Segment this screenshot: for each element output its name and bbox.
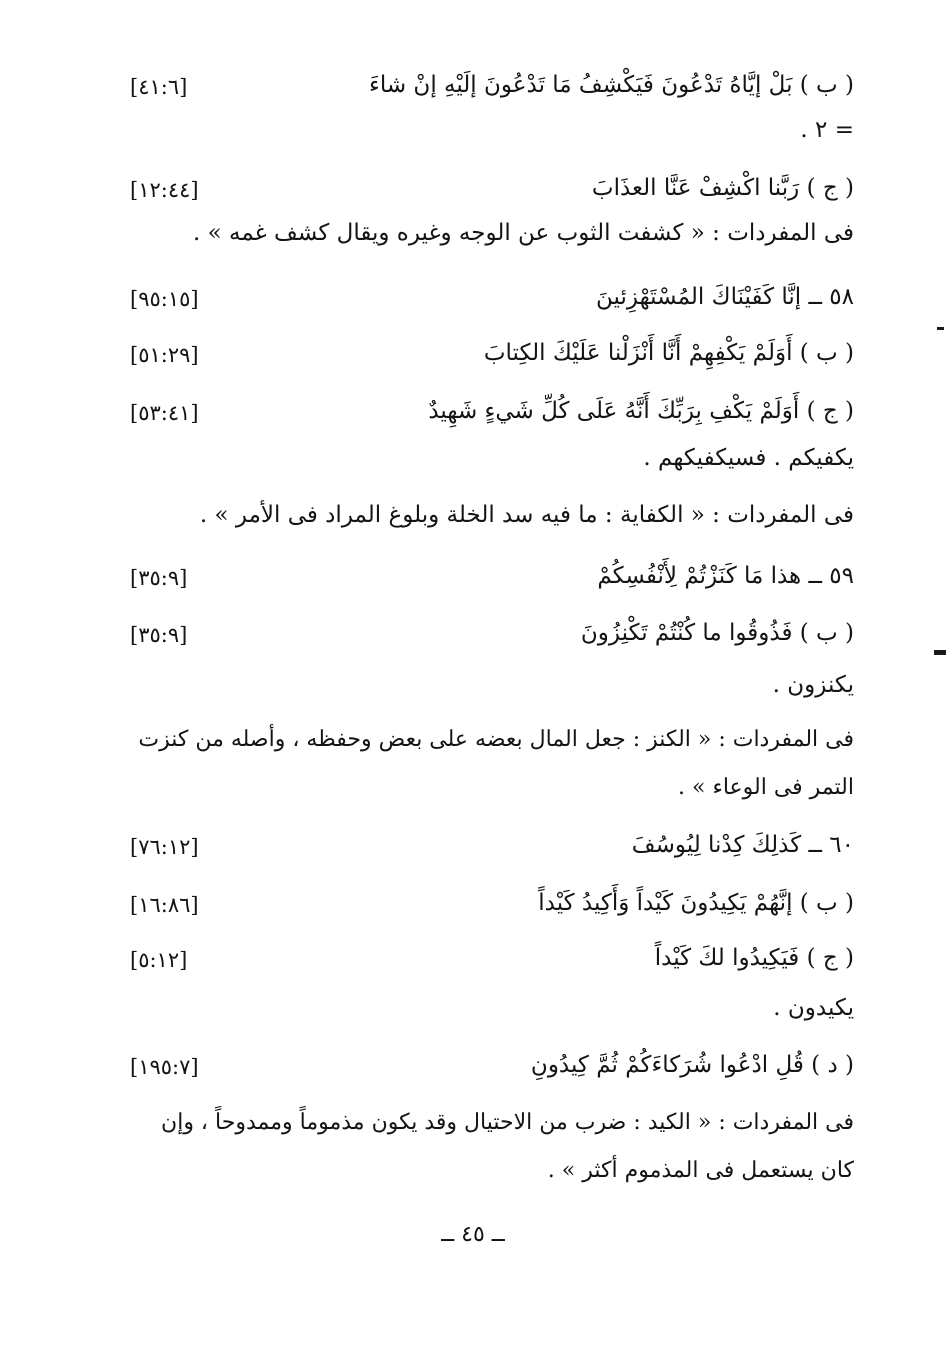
commentary-line: التمر فى الوعاء » . [678,775,854,800]
verse-line: ( ج ) أَوَلَمْ يَكْفِ بِرَبِّكَ أَنَّهُ عَلَى كُلِّ شَيءٍ شَهِيدٌ [428,398,854,424]
commentary-line: كان يستعمل فى المذموم أكثر » . [547,1158,854,1183]
verse-reference: [١٩٥:٧] [130,1055,199,1079]
verse-line: ( د ) قُلِ ادْعُوا شُرَكاءَكُمْ ثُمَّ كِيدُونِ [530,1052,854,1078]
word-forms-line: يكنزون . [772,672,854,698]
verse-reference: [٥:١٢] [130,948,188,972]
page-number: ــ ٤٥ ــ [441,1222,505,1247]
verse-line: ٥٩ ــ هذا مَا كَنَزْتُمْ لِأَنْفُسِكُمْ [597,563,854,589]
verse-reference: [٥٣:٤١] [130,401,199,425]
verse-reference: [٩٥:١٥] [130,287,199,311]
verse-line: ٥٨ ــ إنَّا كَفَيْنَاكَ المُسْتَهْزِئينَ [596,284,854,310]
verse-line: ( ب ) أَوَلَمْ يَكْفِهِمْ أَنَّا أَنْزَلْنا عَلَيْكَ الكِتابَ [483,340,854,366]
verse-reference: [٣٥:٩] [130,623,188,647]
verse-line: ( ب ) إنَّهُمْ يَكِيدُونَ كَيْداً وَأَكِيدُ كَيْداً [538,890,854,916]
verse-reference: [٤١:٦] [130,75,188,99]
verse-reference: [٣٥:٩] [130,566,188,590]
verse-reference: [٥١:٢٩] [130,343,199,367]
commentary-line: فى المفردات : « الكفاية : ما فيه سد الخلة وبلوغ المراد فى الأمر » . [199,502,854,528]
commentary-line: فى المفردات : « الكيد : ضرب من الاحتيال وقد يكون مذموماً وممدوحاً ، وإن [161,1110,854,1135]
verse-line: ( ب ) فَذُوقُوا ما كُنْتُمْ تَكْنِزُونَ [580,620,854,646]
scan-mark [934,650,946,655]
commentary-line: فى المفردات : « الكنز : جعل المال بعضه على بعض وحفظه ، وأصله من كنزت [138,727,854,752]
scan-mark [937,327,944,330]
verse-line: ( ب ) بَلْ إيَّاهُ تَدْعُونَ فَيَكْشِفُ مَا تَدْعُونَ إلَيْهِ إنْ شاءَ [369,72,854,98]
verse-reference: [٧٦:١٢] [130,835,199,859]
verse-continuation: = ٢ . [800,117,854,143]
commentary-line: فى المفردات : « كشفت الثوب عن الوجه وغيره ويقال كشف غمه » . [193,220,854,246]
word-forms-line: يكفيكم . فسيكفيكهم . [643,445,854,471]
verse-line: ( ج ) رَبَّنا اكْشِفْ عَنَّا العذَابَ [591,175,854,201]
verse-line: ( ج ) فَيَكِيدُوا لكَ كَيْداً [654,945,854,971]
verse-reference: [١٦:٨٦] [130,893,199,917]
word-forms-line: يكيدون . [773,995,854,1021]
commentary-paragraph [130,1099,854,1195]
commentary-paragraph [130,716,854,812]
verse-reference: [١٢:٤٤] [130,178,199,202]
verse-line: ٦٠ ــ كَذلِكَ كِدْنا لِيُوسُفَ [631,832,854,858]
